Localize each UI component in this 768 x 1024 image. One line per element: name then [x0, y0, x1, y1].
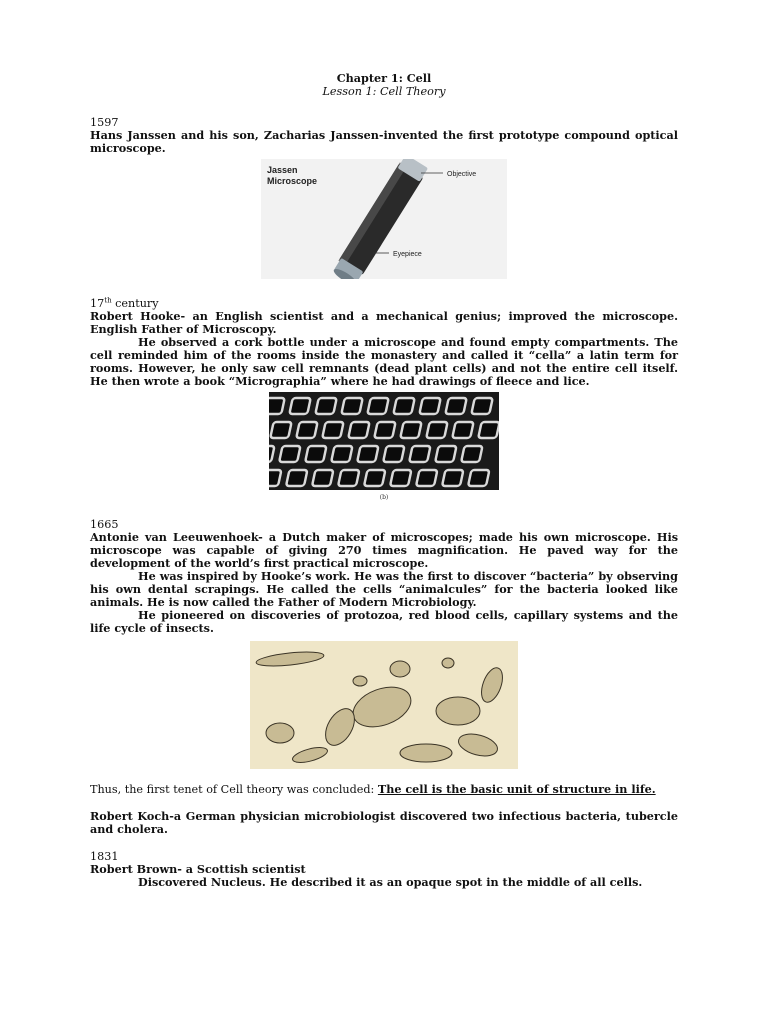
year-17th-century: 17th century [90, 296, 159, 310]
leeuwenhoek-paragraph-2: He pioneered on discoveries of protozoa, red blood cells, capillary systems and the life cycle of insects. [90, 608, 678, 635]
cork-cell [269, 398, 285, 414]
cork-cell [364, 470, 385, 486]
cork-cell [468, 470, 489, 486]
cork-cell [269, 470, 281, 486]
cork-cell [305, 446, 326, 462]
cork-cell [322, 422, 343, 438]
cork-cell [461, 446, 482, 462]
figure-label-objective: Objective [447, 171, 477, 178]
animalcules-figure [250, 641, 518, 769]
cork-cell [367, 398, 388, 414]
janssen-text: Hans Janssen and his son, Zacharias Janssen-invented the first prototype compound optical microscope. [90, 128, 678, 155]
cork-cell [270, 422, 291, 438]
year-1831: 1831 [90, 850, 119, 863]
hooke-paragraph: He observed a cork bottle under a microscope and found empty compartments. The cell reminded him of the rooms inside the monastery and called it “cella” a latin term for rooms. However, he only saw cell remnants (dead plant cells) and not the entire cell itself. He then wrote a book “Micrographia” where he had drawings of fleece and lice. [90, 335, 678, 388]
brown-paragraph: Discovered Nucleus. He described it as an opaque spot in the middle of all cells. [138, 875, 643, 889]
figure-label-eyepiece: Eyepiece [393, 251, 422, 258]
cork-cell [409, 446, 430, 462]
cork-cell [357, 446, 378, 462]
cork-cell [338, 470, 359, 486]
cork-cell [296, 422, 317, 438]
lesson-subtitle: Lesson 1: Cell Theory [322, 85, 446, 98]
brown-heading: Robert Brown- a Scottish scientist [90, 862, 306, 876]
leeuwenhoek-paragraph-1: He was inspired by Hooke’s work. He was the first to discover “bacteria” by observing his own dental scrapings. He called the cells “animalcules” for the bacteria looked like animals. He is now called the Father of Modern Microbiology. [90, 569, 678, 609]
figure-title-line2: Microscope [267, 176, 318, 186]
cork-cell [289, 398, 310, 414]
cork-cell [312, 470, 333, 486]
cork-cell [390, 470, 411, 486]
cork-cell [348, 422, 369, 438]
cork-cell [279, 446, 300, 462]
cork-cell [471, 398, 492, 414]
figure-title-line1: Jassen [267, 165, 298, 175]
cork-figure-caption: (b) [379, 494, 389, 501]
cork-cell [400, 422, 421, 438]
cork-cell [393, 398, 414, 414]
hooke-intro: Robert Hooke- an English scientist and a mechanical genius; improved the microscope. English Father of Microscopy. [90, 309, 678, 336]
document-page [90, 70, 678, 889]
year-1597: 1597 [90, 116, 119, 129]
janssen-microscope-figure [261, 159, 507, 279]
cork-cell [383, 446, 404, 462]
cork-cell [286, 470, 307, 486]
koch-text: Robert Koch-a German physician microbiologist discovered two infectious bacteria, tubercle and cholera. [90, 809, 678, 836]
cork-cell [435, 446, 456, 462]
cork-cell [315, 398, 336, 414]
cork-cell [452, 422, 473, 438]
chapter-title: Chapter 1: Cell [336, 71, 432, 85]
cork-cell [331, 446, 352, 462]
cork-cell [426, 422, 447, 438]
cork-cells-figure [269, 392, 499, 490]
cork-cell [442, 470, 463, 486]
year-1665: 1665 [90, 518, 119, 531]
cork-cell [374, 422, 395, 438]
cell-theory-tenet: Thus, the first tenet of Cell theory was concluded: The cell is the basic unit of structure in life. [90, 782, 656, 796]
leeuwenhoek-intro: Antonie van Leeuwenhoek- a Dutch maker of microscopes; made his own microscope. His microscope was capable of giving 270 times magnification. He paved way for the development of the world’s first practical microscope. [90, 530, 678, 570]
cork-cell [341, 398, 362, 414]
cork-cell [416, 470, 437, 486]
cork-cell [419, 398, 440, 414]
cork-cell [478, 422, 499, 438]
cork-cell [445, 398, 466, 414]
